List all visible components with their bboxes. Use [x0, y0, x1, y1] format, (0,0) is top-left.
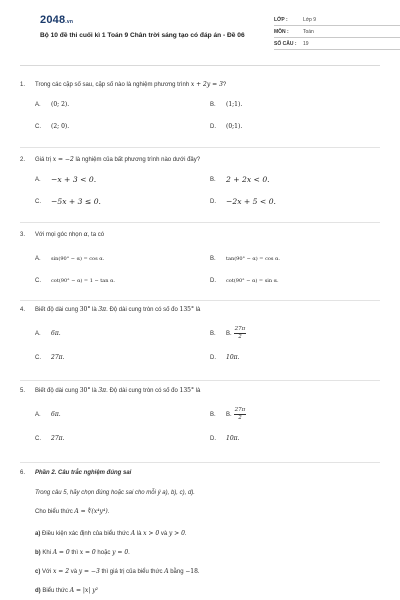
given-expression	[35, 508, 109, 516]
statement-text: Điều kiện xác định của biểu thức	[42, 531, 130, 537]
statement-text: và	[70, 569, 78, 575]
option-value: cot(90° − α) = sin α.	[226, 278, 279, 284]
statement-text: thì	[71, 550, 79, 556]
question-text-part: Với mọi góc nhọn	[35, 232, 82, 238]
option-a[interactable]	[35, 411, 61, 419]
question-text-part: là nghiệm của bất phương trình nào dưới đây?	[75, 157, 201, 163]
question-text-part: Biết độ dài cung	[35, 388, 79, 394]
meta-row-count	[274, 39, 400, 50]
statement-text: hoặc	[97, 550, 111, 556]
question-2	[20, 156, 380, 210]
question-math: 30°	[79, 387, 91, 394]
question-text-part: là	[195, 388, 201, 394]
option-c[interactable]	[35, 277, 115, 285]
option-b[interactable]	[210, 326, 246, 341]
question-math: 30°	[79, 306, 91, 313]
meta-value: Toán	[303, 29, 314, 35]
given-math: A = ∜(x⁴y⁴)	[74, 508, 108, 515]
option-letter: D.	[210, 355, 216, 361]
section-title: Phần 2. Câu trắc nghiệm đúng sai	[35, 470, 132, 476]
statement-math: x = 2	[52, 568, 70, 575]
fraction	[234, 326, 247, 341]
statement-a[interactable]	[35, 530, 187, 538]
statement-label: c)	[35, 569, 41, 575]
question-text-part: . Độ dài cung tròn có số đo	[106, 307, 178, 313]
option-value: −2x + 5 < 0.	[226, 197, 276, 206]
question-4	[20, 306, 380, 364]
option-letter: C.	[35, 199, 41, 205]
option-letter: C.	[35, 124, 41, 130]
question-number: 3.	[20, 232, 26, 238]
question-text	[35, 306, 380, 314]
question-math: 3π	[98, 387, 107, 394]
meta-label: LỚP :	[274, 17, 288, 23]
question-text	[35, 387, 380, 395]
question-3	[20, 231, 380, 285]
option-d[interactable]	[210, 123, 242, 131]
option-letter: B.	[210, 102, 216, 108]
option-letter: B.	[210, 330, 216, 337]
question-text-part: là	[92, 388, 97, 394]
question-math: 135°	[179, 306, 194, 313]
question-number: 5.	[20, 388, 26, 394]
header	[20, 0, 380, 58]
option-value: 6π.	[51, 411, 61, 418]
statement-label: a)	[35, 531, 41, 537]
question-1	[20, 81, 380, 135]
statement-label: b)	[35, 550, 41, 556]
option-a[interactable]	[35, 330, 61, 338]
question-math: 3π	[98, 306, 107, 313]
option-a[interactable]	[35, 101, 69, 109]
option-value: 10π.	[226, 354, 240, 361]
statement-text: và	[160, 531, 168, 537]
statement-c[interactable]	[35, 568, 200, 576]
question-5	[20, 387, 380, 445]
question-number: 2.	[20, 157, 26, 163]
meta-value: Lớp 9	[303, 17, 317, 23]
option-value: 2 + 2x < 0.	[226, 175, 270, 184]
option-value: sin(90° − α) = cos α.	[51, 256, 105, 262]
statement-math: −18	[185, 568, 198, 575]
option-b[interactable]	[210, 176, 270, 184]
statement-text: .	[128, 550, 130, 556]
option-letter: B.	[210, 177, 216, 183]
option-value: −5x + 3 ≤ 0.	[51, 197, 101, 206]
option-letter: D.	[210, 199, 216, 205]
question-math: x + 2y = 3	[190, 81, 223, 88]
question-text-part: ?	[222, 82, 227, 88]
header-divider	[20, 65, 380, 66]
question-6	[20, 469, 380, 477]
fraction	[234, 407, 247, 422]
option-letter: B.	[210, 411, 216, 418]
meta-row-class	[274, 15, 400, 26]
option-letter: A.	[35, 412, 41, 418]
question-math: x = −2	[52, 156, 74, 163]
option-value: (0;1).	[226, 123, 243, 130]
option-c[interactable]	[35, 354, 65, 362]
question-separator	[20, 462, 380, 463]
question-number: 4.	[20, 307, 26, 313]
option-d[interactable]	[210, 435, 240, 443]
site-logo[interactable]	[40, 14, 73, 26]
statement-b[interactable]	[35, 549, 130, 557]
fraction-numerator: 27π	[234, 326, 246, 332]
statement-math: A	[130, 530, 136, 537]
option-value: −x + 3 < 0.	[51, 175, 97, 184]
option-a[interactable]	[35, 176, 96, 184]
statement-math: A = |x| y²	[69, 587, 99, 594]
given-text: Cho biểu thức	[35, 509, 73, 515]
statement-text: bằng	[170, 569, 184, 575]
option-b[interactable]	[210, 407, 246, 422]
option-value: 27π.	[51, 354, 65, 361]
option-d[interactable]	[210, 354, 240, 362]
fraction-denominator: 2	[238, 415, 242, 421]
meta-label: SỐ CÂU :	[274, 41, 297, 47]
statement-text: .	[197, 569, 200, 575]
fraction-numerator: 27π	[234, 407, 246, 413]
option-c[interactable]	[35, 123, 69, 131]
option-letter: D.	[210, 278, 216, 284]
statement-text: là	[136, 531, 142, 537]
statement-label: d)	[35, 588, 41, 594]
question-separator	[20, 222, 380, 223]
option-letter: A.	[35, 177, 41, 183]
option-letter: C.	[35, 436, 41, 442]
statement-text: .	[184, 531, 187, 537]
option-letter: A.	[35, 102, 41, 108]
option-b[interactable]	[210, 101, 242, 109]
option-value: (2; 0).	[51, 123, 70, 130]
option-value: tan(90° − α) = cos α.	[226, 256, 281, 262]
option-letter: D.	[210, 436, 216, 442]
option-value: B.	[226, 411, 232, 418]
statement-math: A = 0	[52, 549, 70, 556]
meta-row-subject	[274, 27, 400, 38]
question-text	[35, 81, 380, 89]
question-separator	[20, 380, 380, 381]
statement-math: A	[164, 568, 169, 575]
question-text-part: Biết độ dài cung	[35, 307, 79, 313]
option-letter: B.	[210, 256, 216, 262]
instruction-text: Trong câu 5, hãy chọn đúng hoặc sai cho mỗi ý a), b), c), d).	[35, 490, 195, 496]
question-text-part: Giá trị	[35, 157, 52, 163]
option-value: (1;1).	[226, 101, 243, 108]
question-number: 1.	[20, 82, 26, 88]
option-letter: A.	[35, 331, 41, 337]
statement-math: y > 0	[168, 530, 185, 537]
logo-text: 2048	[40, 14, 66, 26]
option-letter: A.	[35, 256, 41, 262]
question-math: 135°	[179, 387, 194, 394]
statement-text: thì giá trị của biểu thức	[101, 569, 163, 575]
statement-text: Biểu thức	[42, 588, 69, 594]
statement-math: x > 0	[143, 530, 160, 537]
option-c[interactable]	[35, 198, 101, 206]
statement-text: Khi	[42, 550, 52, 556]
option-letter: C.	[35, 278, 41, 284]
option-c[interactable]	[35, 435, 65, 443]
question-text-part: Trong các cặp số sau, cặp số nào là nghiệm phương trình	[35, 82, 190, 88]
option-a[interactable]	[35, 255, 104, 263]
option-value: (0; 2).	[51, 101, 70, 108]
question-number: 6.	[20, 470, 26, 476]
option-d[interactable]	[210, 277, 279, 285]
statement-math: y = −3	[78, 568, 100, 575]
meta-label: MÔN :	[274, 29, 289, 35]
option-letter: C.	[35, 355, 41, 361]
fraction-denominator: 2	[238, 334, 242, 340]
statement-math: y = 0	[112, 549, 129, 556]
question-text-part: , ta có	[87, 232, 105, 238]
option-d[interactable]	[210, 198, 276, 206]
exam-meta	[274, 15, 400, 51]
question-math: α	[83, 231, 88, 238]
option-value: cot(90° − α) = 1 − tan α.	[51, 278, 116, 284]
option-b[interactable]	[210, 255, 280, 263]
option-value: 27π.	[51, 435, 65, 442]
given-text-end: .	[107, 509, 110, 515]
question-text-part: là	[92, 307, 97, 313]
question-separator	[20, 147, 380, 148]
statement-text: Với	[42, 569, 52, 575]
option-value: 6π.	[51, 330, 61, 337]
logo-suffix: .vn	[65, 19, 74, 25]
question-text-part: . Độ dài cung tròn có số đo	[106, 388, 178, 394]
question-text	[35, 231, 380, 239]
option-value: 10π.	[226, 435, 240, 442]
statement-math: x = 0	[79, 549, 96, 556]
meta-value: 19	[303, 41, 309, 47]
question-text	[35, 156, 380, 164]
option-letter: D.	[210, 124, 216, 130]
document-title: Bộ 10 đề thi cuối kì 1 Toán 9 Chân trời sáng tạo có đáp án - Đề 06	[40, 32, 245, 39]
question-text-part: là	[195, 307, 201, 313]
question-separator	[20, 300, 380, 301]
option-value: B.	[226, 330, 232, 337]
statement-d[interactable]	[35, 587, 98, 595]
